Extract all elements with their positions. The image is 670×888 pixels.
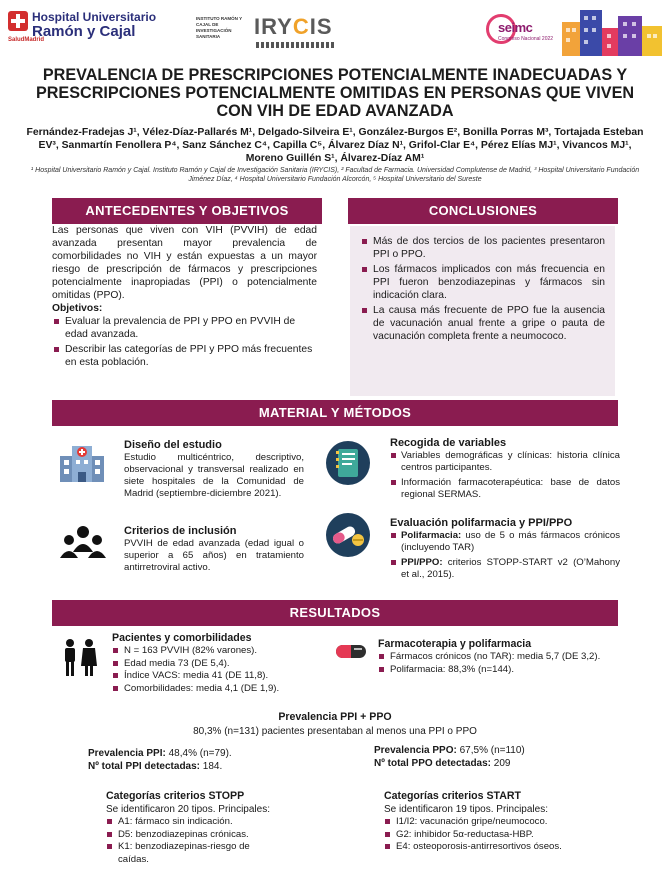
evaluacion-title: Evaluación polifarmacia y PPI/PPO — [390, 517, 573, 529]
diseno-text: Estudio multicéntrico, descriptivo, observacional y transversal realizado en siete hospitales de la Comunidad de Madrid (septiembre-diciembre 2021). — [124, 452, 304, 499]
stopp-item: A1: fármaco sin indicación. — [106, 816, 326, 829]
start-intro: Se identificaron 19 tipos. Principales: — [384, 804, 548, 815]
conclusion-item: Más de dos tercios de los pacientes presentaron PPI o PPO. — [360, 235, 605, 261]
stopp-item: D5: benzodiazepinas crónicas. — [106, 829, 326, 842]
pacientes-list — [112, 645, 322, 695]
recogida-item: Variables demográficas y clínicas: historia clínica centros participantes. — [390, 450, 620, 474]
irycis-wordmark: IRYCIS — [254, 14, 333, 39]
hospital-name-line1: Hospital Universitario — [32, 10, 157, 24]
objectives-title: Objetivos: — [52, 303, 103, 314]
antecedentes-paragraph: Las personas que viven con VIH (PVVIH) de edad avanzada presentan mayor prevalencia de comorbilidades no VIH y están expuestas a un mayor riesgo de prescripción de fármacos y prescripciones potencialmente inapropiadas (PPI) o potencialmente omitidas (PPO). — [52, 225, 317, 301]
irycis-logo — [196, 10, 346, 52]
start-item: E4: osteoporosis-antirresortivos óseos. — [384, 841, 614, 854]
ppi-summary — [88, 747, 328, 773]
conclusiones-heading: CONCLUSIONES — [348, 198, 618, 224]
start-item: I1/I2: vacunación gripe/neumococo. — [384, 816, 614, 829]
stopp-title: Categorías criterios STOPP — [106, 790, 245, 802]
irycis-barcode-decoration — [256, 42, 336, 48]
start-list — [384, 816, 614, 854]
pills-icon — [322, 512, 374, 558]
stopp-intro: Se identificaron 20 tipos. Principales: — [106, 804, 270, 815]
notebook-icon — [324, 440, 372, 486]
antecedentes-section — [52, 224, 317, 400]
farmacoterapia-block — [378, 638, 628, 676]
ppi-prevalence: Prevalencia PPI: 48,4% (n=79). — [88, 748, 232, 759]
objectives-list — [52, 315, 317, 369]
metodos-heading: MATERIAL Y MÉTODOS — [52, 400, 618, 426]
stopp-list — [106, 816, 326, 866]
evaluacion-item: PPI/PPO: criterios STOPP-START v2 (O’Mahony et al., 2015). — [390, 557, 620, 581]
recogida-block — [390, 436, 620, 504]
hospital-building-icon — [58, 442, 106, 484]
evaluacion-list — [390, 530, 620, 581]
farmacoterapia-title: Farmacoterapia y polifarmacia — [378, 638, 532, 650]
criterios-block — [124, 524, 304, 574]
evaluacion-item: Polifarmacia: uso de 5 o más fármacos crónicos (incluyendo TAR) — [390, 530, 620, 554]
salud-madrid-tag: SaludMadrid — [8, 37, 45, 43]
recogida-title: Recogida de variables — [390, 437, 507, 449]
recogida-list — [390, 450, 620, 501]
pacientes-item: N = 163 PVVIH (82% varones). — [112, 645, 322, 658]
prevalencia-text: 80,3% (n=131) pacientes presentaban al menos una PPI o PPO — [193, 726, 477, 737]
start-block — [384, 790, 614, 854]
city-skyline-illustration — [562, 4, 662, 56]
man-woman-icon — [62, 638, 98, 678]
farmacoterapia-item: Polifarmacia: 88,3% (n=144). — [378, 664, 628, 677]
conclusiones-section — [350, 226, 615, 396]
hospital-cross-icon — [8, 11, 28, 31]
criterios-text: PVVIH de edad avanzada (edad igual o superior a 65 años) en tratamiento antirretroviral activo. — [124, 538, 304, 573]
pacientes-item: Índice VACS: media 41 (DE 11,8). — [112, 670, 322, 683]
conclusions-list — [360, 235, 605, 343]
poster-header — [0, 0, 670, 62]
seimc-congress-label: Congreso Nacional 2022 — [498, 36, 554, 42]
pacientes-block — [112, 632, 322, 695]
author-list: Fernández-Fradejas J¹, Vélez-Díaz-Pallarés M¹, Delgado-Silveira E¹, González-Burgos E², Bonilla Porras M³, Tortajada Esteban EV³, Sanmartín Fenollera P⁴, Sanz Sánchez C⁴, Capilla C⁵, Álvarez Díaz N¹, Grifol-Clar E⁴, Pérez Elías MJ¹, Vivancos MJ¹, Moreno Guillén S¹, Álvarez-Díaz AM¹ — [26, 127, 644, 164]
evaluacion-block — [390, 516, 620, 584]
objective-item: Evaluar la prevalencia de PPI y PPO en PVVIH de edad avanzada. — [52, 315, 317, 341]
recogida-item: Información farmacoterapéutica: base de datos regional SERMAS. — [390, 477, 620, 501]
irycis-subtitle: INSTITUTO RAMÓN Y CAJAL DE INVESTIGACIÓN SANITARIA — [196, 16, 243, 39]
capsule-icon — [334, 636, 368, 666]
affiliations: ¹ Hospital Universitario Ramón y Cajal. Instituto Ramón y Cajal de Investigación Sanitaria (IRYCIS), ² Facultad de Farmacia. Universidad Complutense de Madrid, ³ Hospital Universitario Fundación Jiménez Díaz, ⁴ Hospital Universitario Fundación Alcorcón, ⁵ Hospital Universitario del Sureste — [30, 167, 640, 183]
conclusion-item: Los fármacos implicados con más frecuencia en PPI fueron benzodiazepinas y fármacos sin indicación clara. — [360, 263, 605, 302]
diseno-block — [124, 438, 304, 500]
ppo-summary — [374, 744, 614, 770]
diseno-title: Diseño del estudio — [124, 439, 222, 451]
pacientes-title: Pacientes y comorbilidades — [112, 632, 252, 644]
people-group-icon — [60, 524, 106, 564]
poster-title: PREVALENCIA DE PRESCRIPCIONES POTENCIALMENTE INADECUADAS Y PRESCRIPCIONES POTENCIALMENTE OMITIDAS EN PERSONAS QUE VIVEN CON VIH DE EDAD AVANZADA — [35, 66, 635, 120]
hospital-logo — [8, 8, 190, 54]
prevalencia-title: Prevalencia PPI + PPO — [278, 711, 392, 723]
conclusion-item: La causa más frecuente de PPO fue la ausencia de vacunación anual frente a gripe o pauta de vacunación completa frente a neumococo. — [360, 304, 605, 343]
ppo-prevalence: Prevalencia PPO: 67,5% (n=110) — [374, 745, 525, 756]
criterios-title: Criterios de inclusión — [124, 525, 237, 537]
start-title: Categorías criterios START — [384, 790, 521, 802]
pacientes-item: Edad media 73 (DE 5,4). — [112, 658, 322, 671]
resultados-heading: RESULTADOS — [52, 600, 618, 626]
ppi-total: Nº total PPI detectadas: 184. — [88, 761, 223, 772]
start-item: G2: inhibidor 5α-reductasa-HBP. — [384, 829, 614, 842]
stopp-item: K1: benzodiazepinas-riesgo de caídas. — [106, 841, 276, 866]
ppo-total: Nº total PPO detectadas: 209 — [374, 758, 511, 769]
stopp-block — [106, 790, 326, 866]
objective-item: Describir las categorías de PPI y PPO más frecuentes en esta población. — [52, 343, 317, 369]
antecedentes-heading: ANTECEDENTES Y OBJETIVOS — [52, 198, 322, 224]
farmacoterapia-item: Fármacos crónicos (no TAR): media 5,7 (DE 3,2). — [378, 651, 628, 664]
seimc-wordmark: seimc — [498, 20, 533, 35]
hospital-name-line2: Ramón y Cajal — [32, 23, 136, 40]
pacientes-item: Comorbilidades: media 4,1 (DE 1,9). — [112, 683, 322, 696]
farmacoterapia-list — [378, 651, 628, 676]
